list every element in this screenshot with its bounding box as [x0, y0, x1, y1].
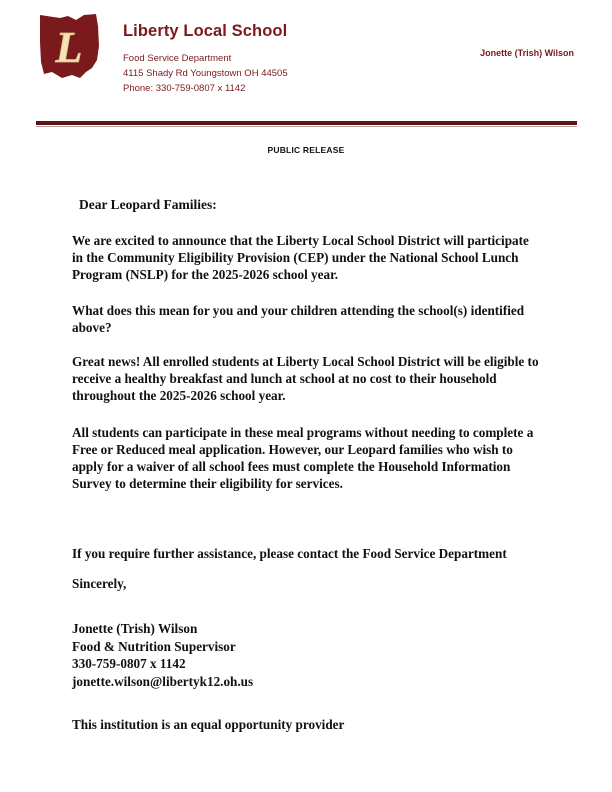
department-name: Food Service Department — [123, 53, 232, 64]
signature-block — [72, 620, 253, 690]
paragraph-participation: All students can participate in these meal programs without needing to complete a Free or Reduced meal application. However, our Leopard families who wish to apply for a waiver of all school fees must complete the Household Information Survey to determine their eligibility for services. — [72, 425, 534, 491]
ohio-state-logo-icon — [38, 12, 102, 80]
signature-title: Food & Nutrition Supervisor — [72, 638, 236, 654]
header-divider-thin — [36, 126, 577, 127]
street-address: 4115 Shady Rd Youngstown OH 44505 — [123, 68, 288, 79]
header-divider — [36, 121, 577, 125]
signature-name: Jonette (Trish) Wilson — [72, 621, 198, 636]
paragraph-question: What does this mean for you and your children attending the school(s) identified above? — [72, 303, 525, 335]
signature-phone: 330-759-0807 x 1142 — [72, 656, 186, 671]
header-phone: Phone: 330-759-0807 x 1142 — [123, 83, 246, 94]
equal-opportunity-statement: This institution is an equal opportunity provider — [72, 717, 345, 732]
logo-letter: L — [55, 23, 83, 72]
header-contact-name: Jonette (Trish) Wilson — [480, 48, 574, 58]
school-name: Liberty Local School — [123, 22, 288, 40]
paragraph-announcement: We are excited to announce that the Liberty Local School District will participate in the Community Eligibility Provision (CEP) under the National School Lunch Program (NSLP) for the 2025-2026 school year. — [72, 233, 529, 282]
public-release-label: PUBLIC RELEASE — [267, 145, 345, 155]
paragraph-great-news: Great news! All enrolled students at Liberty Local School District will be eligible to receive a healthy breakfast and lunch at school at no cost to their household throughout the 2025-2026 school year. — [72, 354, 539, 403]
paragraph-assistance: If you require further assistance, please contact the Food Service Department — [72, 546, 507, 561]
signature-email[interactable]: jonette.wilson@libertyk12.oh.us — [72, 673, 254, 689]
salutation: Dear Leopard Families: — [79, 197, 217, 212]
closing: Sincerely, — [72, 576, 127, 591]
school-logo — [38, 12, 102, 80]
